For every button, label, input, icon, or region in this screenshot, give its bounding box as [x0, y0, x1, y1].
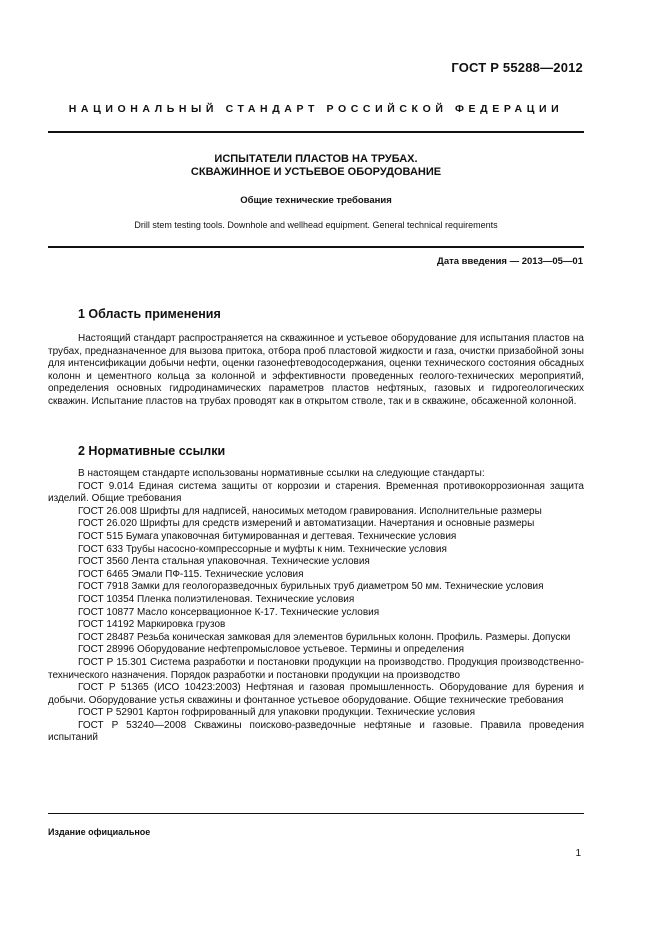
- reference-item: ГОСТ 14192 Маркировка грузов: [78, 619, 226, 631]
- reference-item: ГОСТ 9.014 Единая система защиты от коррозии и старения. Временная противокоррозионная защита изделий. Общие требования: [48, 480, 584, 505]
- section2-heading: 2 Нормативные ссылки: [78, 444, 226, 458]
- reference-item: ГОСТ 10877 Масло консервационное К-17. Технические условия: [78, 606, 380, 618]
- reference-item: ГОСТ Р 51365 (ИСО 10423:2003) Нефтяная и газовая промышленность. Оборудование для бурения и добычи. Оборудование устья скважины и фонтанное устьевое оборудование. Общие технические требования: [48, 682, 584, 706]
- reference-item: ГОСТ 26.020 Шрифты для средств измерений и автоматизации. Начертания и основные размеры: [78, 518, 535, 530]
- reference-item: ГОСТ 3560 Лента стальная упаковочная. Технические условия: [78, 556, 370, 568]
- national-standard-banner: НАЦИОНАЛЬНЫЙ СТАНДАРТ РОССИЙСКОЙ ФЕДЕРАЦИИ: [68, 103, 564, 115]
- english-title: Drill stem testing tools. Downhole and wellhead equipment. General technical requirements: [134, 220, 498, 230]
- section1-paragraph: Настоящий стандарт распространяется на скважинное и устьевое оборудование для испытания пластов на трубах, предназначенное для вызова притока, отбора проб пластовой жидкости и газа, очистки призабойной зоны для интенсификации добычи нефти, оценки газонефтеводосодержания, оценки технического состояния обсадных колонн и цементного кольца за колонной и эффективности проведенных геолого-технических мероприятий, определения основных гидродинамических параметров пластов нефтяных, газовых и гидрогеологических скважин. Испытание пластов на трубах проводят как в открытом стволе, так и в скважине, обсаженной колонной.: [48, 333, 584, 407]
- reference-item: ГОСТ 10354 Пленка полиэтиленовая. Технические условия: [78, 593, 355, 605]
- reference-item: ГОСТ 6465 Эмали ПФ-115. Технические условия: [78, 568, 304, 580]
- references-intro: В настоящем стандарте использованы нормативные ссылки на следующие стандарты:: [78, 468, 485, 479]
- section1-body: [48, 333, 584, 409]
- page-number: 1: [575, 848, 581, 859]
- document-title-line1: ИСПЫТАТЕЛИ ПЛАСТОВ НА ТРУБАХ.: [214, 153, 418, 165]
- footer-rule: [48, 813, 584, 814]
- document-title-line2: СКВАЖИННОЕ И УСТЬЕВОЕ ОБОРУДОВАНИЕ: [190, 166, 442, 178]
- normative-references-list: [48, 468, 584, 745]
- reference-item: ГОСТ Р 52901 Картон гофрированный для упаковки продукции. Технические условия: [78, 707, 476, 719]
- section1-heading: 1 Область применения: [78, 307, 221, 321]
- reference-item: ГОСТ 28487 Резьба коническая замковая для элементов бурильных колонн. Профиль. Размеры. Допуски: [78, 631, 571, 643]
- official-edition-label: Издание официальное: [48, 827, 151, 837]
- document-code: ГОСТ Р 55288—2012: [451, 60, 583, 75]
- header-rule: [48, 131, 584, 133]
- introduction-date: Дата введения — 2013—05—01: [437, 256, 583, 267]
- reference-item: ГОСТ 28996 Оборудование нефтепромысловое устьевое. Термины и определения: [78, 644, 465, 656]
- reference-item: ГОСТ 7918 Замки для геологоразведочных бурильных труб диаметром 50 мм. Технические условия: [78, 581, 544, 593]
- reference-item: ГОСТ 515 Бумага упаковочная битумированная и дегтевая. Технические условия: [78, 530, 457, 542]
- reference-item: ГОСТ 633 Трубы насосно-компрессорные и муфты к ним. Технические условия: [78, 543, 447, 555]
- reference-item: ГОСТ Р 53240—2008 Скважины поисково-разведочные нефтяные и газовые. Правила проведения испытаний: [48, 719, 584, 744]
- title-rule: [48, 246, 584, 248]
- document-subtitle: Общие технические требования: [240, 195, 392, 206]
- reference-item: ГОСТ Р 15.301 Система разработки и постановки продукции на производство. Продукция производственно-технического назначения. Порядок разработки и постановки продукции на производство: [48, 656, 584, 681]
- reference-item: ГОСТ 26.008 Шрифты для надписей, наносимых методом гравирования. Исполнительные размеры: [78, 505, 542, 517]
